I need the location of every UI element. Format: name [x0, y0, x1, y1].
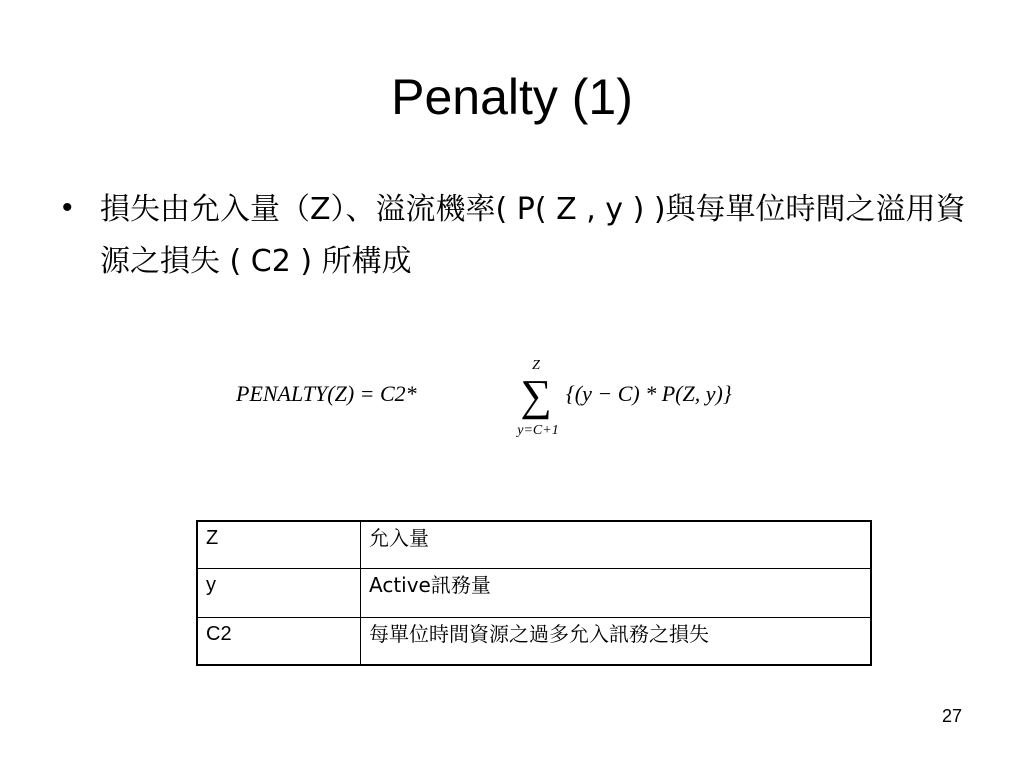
formula-lhs: PENALTY(Z) = C2*	[236, 381, 417, 406]
table-row	[197, 618, 871, 666]
table-row	[197, 521, 871, 569]
variable-definition-table	[196, 520, 872, 666]
table-cell-description: 允入量	[361, 521, 872, 569]
table-cell-symbol: C2	[197, 618, 361, 666]
formula-lower-limit: y=C+1	[517, 423, 559, 438]
penalty-formula	[236, 352, 836, 444]
table-cell-symbol: y	[197, 569, 361, 618]
table-cell-description: 每單位時間資源之過多允入訊務之損失	[361, 618, 872, 666]
formula-rhs: {(y − C) * P(Z, y)}	[566, 381, 732, 406]
bullet-text: 損失由允入量（Z）、溢流機率( P( Z , y ) )與每單位時間之溢用資源之損失 ( C2 ) 所構成	[100, 192, 966, 279]
table-cell-description: Active訊務量	[361, 569, 872, 618]
table-cell-symbol: Z	[197, 521, 361, 569]
table-row	[197, 569, 871, 618]
bullet-point-icon: •	[62, 191, 73, 224]
formula-sum-symbol: ∑	[520, 371, 552, 420]
page-number: 27	[941, 706, 962, 726]
slide-title: Penalty (1)	[391, 69, 633, 125]
formula-upper-limit: Z	[532, 358, 540, 373]
